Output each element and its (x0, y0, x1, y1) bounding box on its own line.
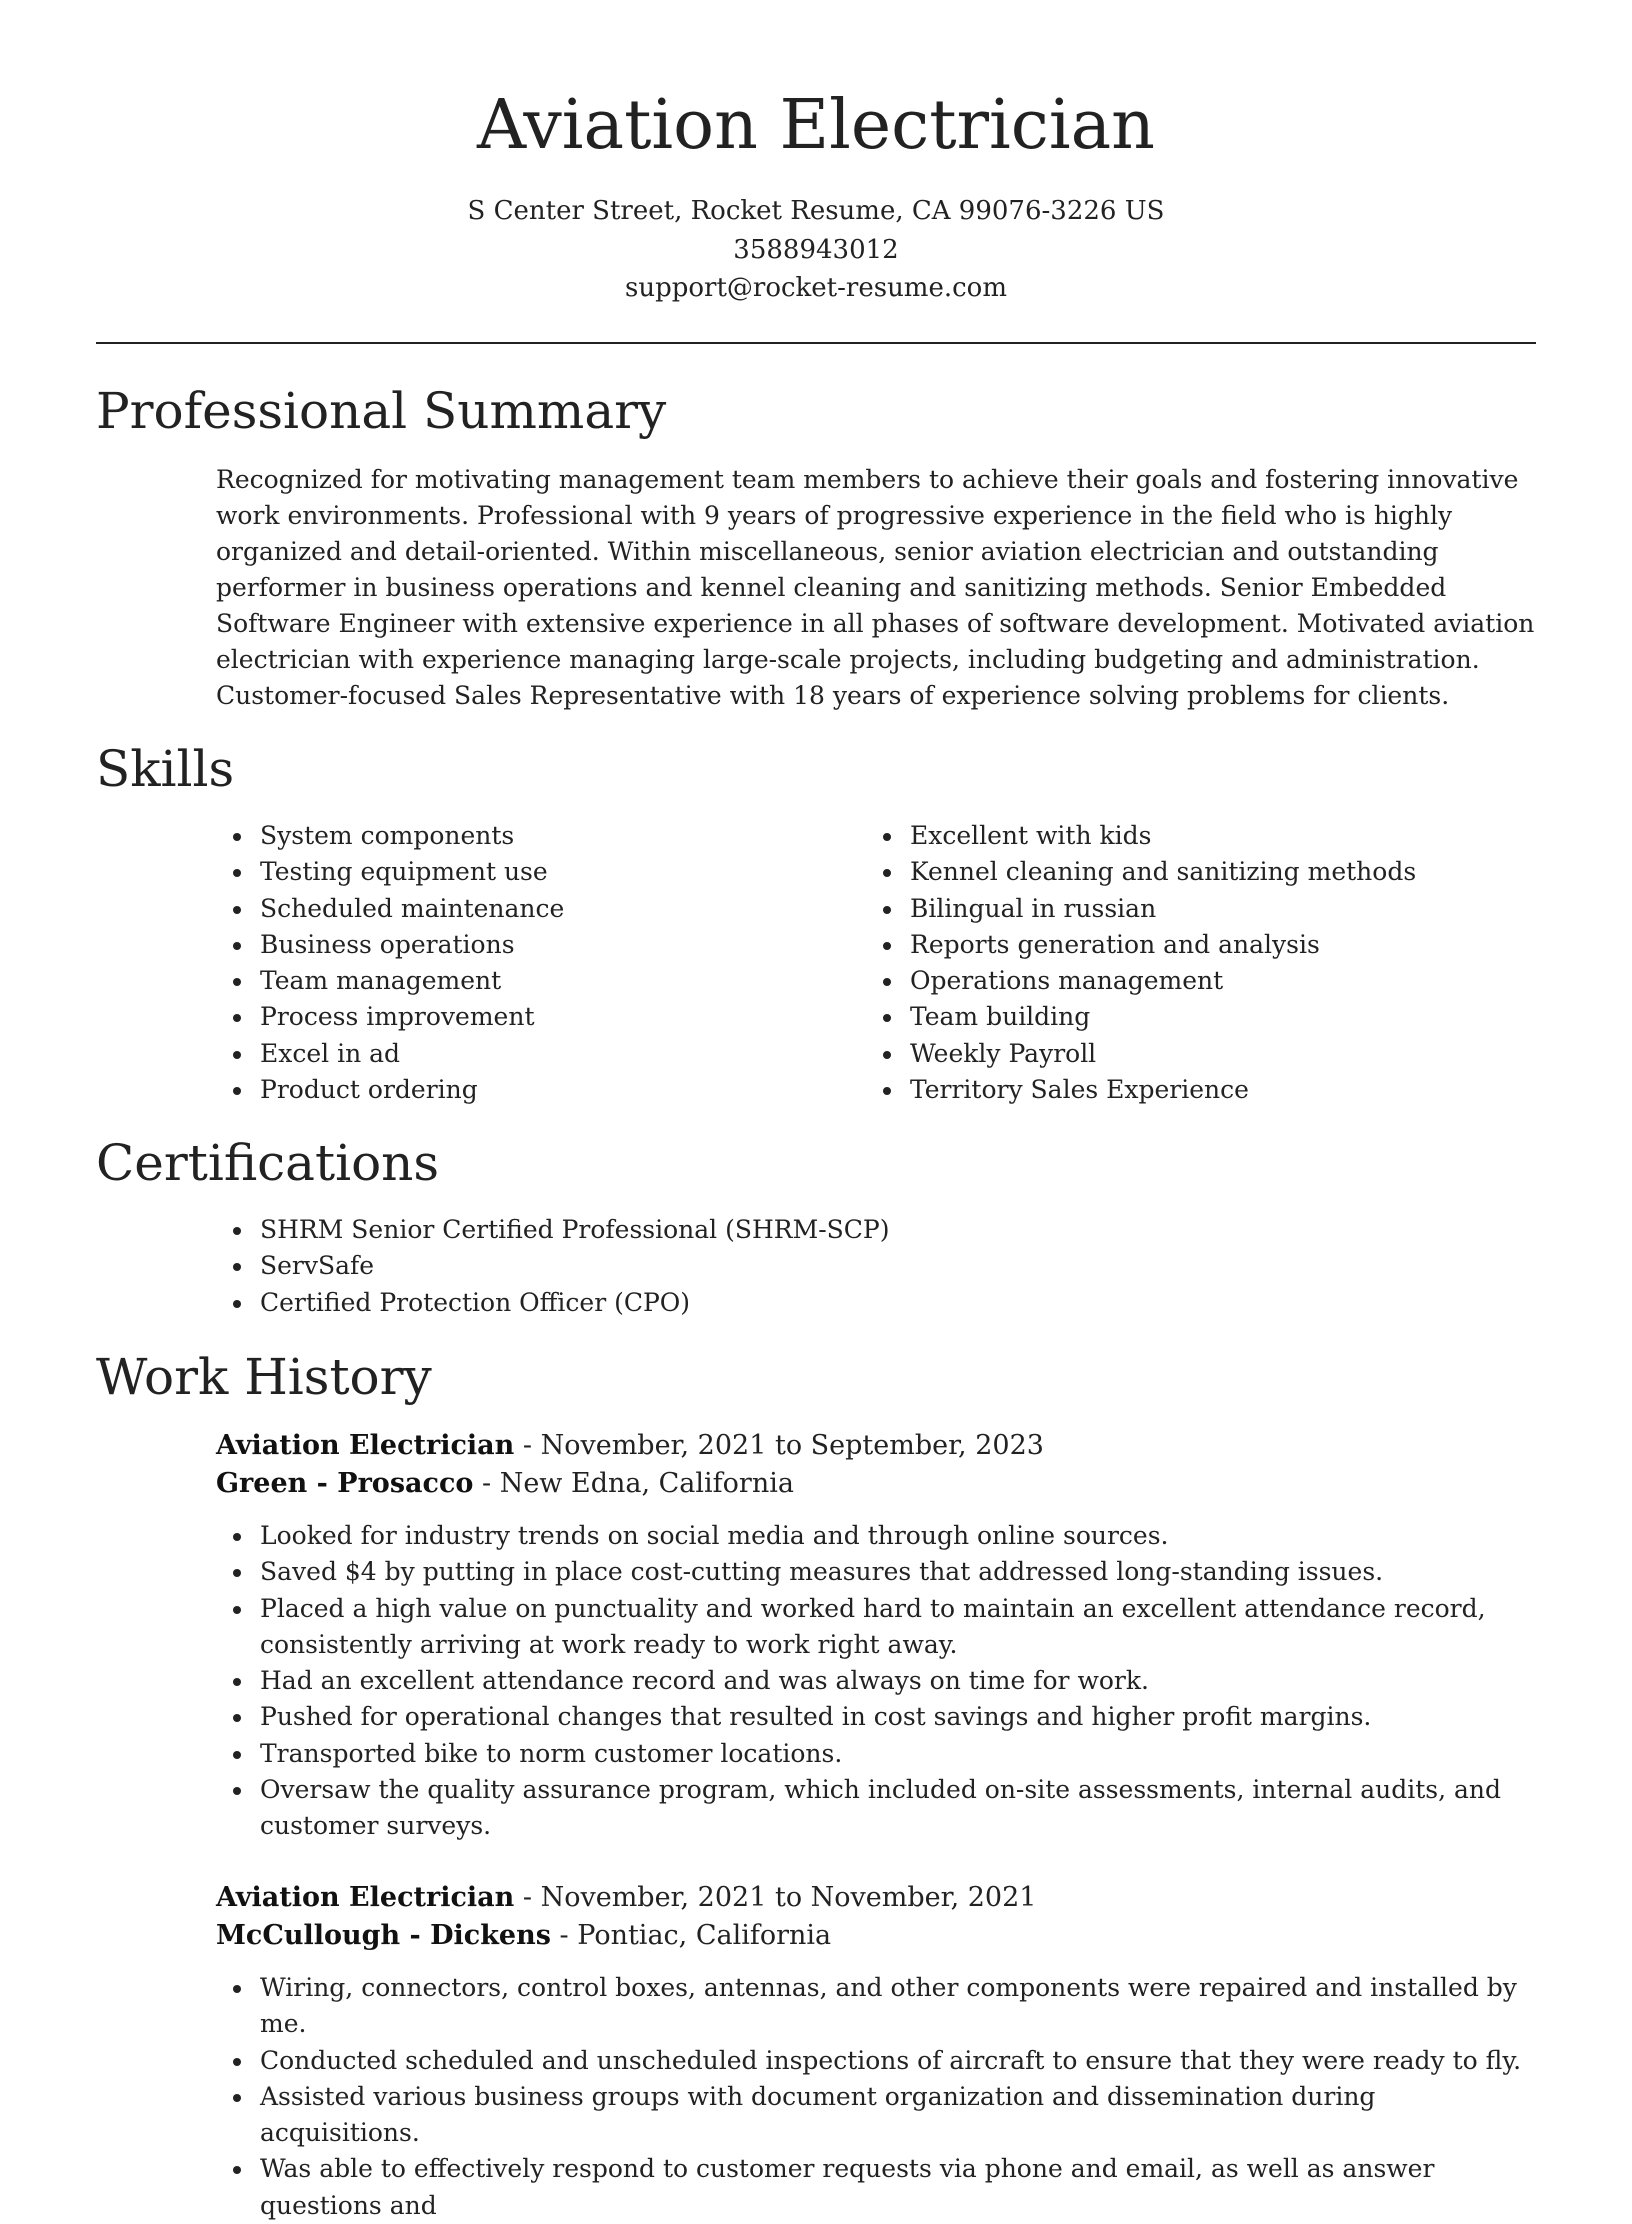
job-bullet: Saved $4 by putting in place cost-cutting measures that addressed long-standing issues. (216, 1554, 1540, 1590)
contact-email: support@rocket-resume.com (624, 273, 1007, 303)
job-title-line (216, 1879, 1536, 1917)
skill-item: Product ordering (216, 1072, 816, 1108)
job-company: Green - Prosacco (216, 1468, 474, 1499)
job-bullet: Placed a high value on punctuality and worked hard to maintain an excellent attendance record, consistently arriving at work ready to work right away. (216, 1591, 1540, 1664)
skill-item: Operations management (866, 963, 1536, 999)
contact-info (0, 192, 1632, 308)
job-company-line (216, 1917, 1536, 1955)
skill-item: Weekly Payroll (866, 1036, 1536, 1072)
summary-text: Recognized for motivating management team members to achieve their goals and fostering innovative work environments. Professional with 9 years of progressive experience in the field who is highly organized and detail-oriented. Within miscellaneous, senior aviation electrician and outstanding performer in business operations and kennel cleaning and sanitizing methods. Senior Embedded Software Engineer with extensive experience in all phases of software development. Motivated aviation electrician with experience managing large-scale projects, including budgeting and administration. Customer-focused Sales Representative with 18 years of experience solving problems for clients. (216, 465, 1535, 710)
job-bullets (216, 1970, 1540, 2224)
job-location: - New Edna, California (473, 1468, 794, 1499)
skill-item: Testing equipment use (216, 854, 816, 890)
work-history-heading: Work History (96, 1348, 432, 1406)
skill-item: Business operations (216, 927, 816, 963)
job-bullets (216, 1518, 1540, 1845)
certifications-list (216, 1212, 1536, 1321)
job-dates: - November, 2021 to November, 2021 (514, 1882, 1037, 1913)
certification-item: Certified Protection Officer (CPO) (216, 1285, 1536, 1321)
skill-item: Kennel cleaning and sanitizing methods (866, 854, 1536, 890)
contact-address: S Center Street, Rocket Resume, CA 99076-3226 US (467, 196, 1165, 226)
skill-item: Excel in ad (216, 1036, 816, 1072)
skill-item: Team building (866, 999, 1536, 1035)
job-bullet: Transported bike to norm customer locations. (216, 1736, 1540, 1772)
skill-item: Territory Sales Experience (866, 1072, 1536, 1108)
job-dates: - November, 2021 to September, 2023 (514, 1430, 1044, 1461)
summary-heading: Professional Summary (96, 382, 667, 440)
job-bullet: Was able to effectively respond to customer requests via phone and email, as well as answer questions and (216, 2151, 1540, 2224)
job-title-line (216, 1427, 1536, 1465)
skill-item: Process improvement (216, 999, 816, 1035)
job-bullet: Wiring, connectors, control boxes, antennas, and other components were repaired and installed by me. (216, 1970, 1540, 2043)
certifications-heading: Certifications (96, 1134, 440, 1192)
job-bullet: Pushed for operational changes that resulted in cost savings and higher profit margins. (216, 1699, 1540, 1735)
job-role: Aviation Electrician (216, 1430, 515, 1461)
certification-item: SHRM Senior Certified Professional (SHRM-SCP) (216, 1212, 1536, 1248)
skills-list-right (866, 818, 1536, 1108)
skills-heading: Skills (96, 740, 235, 798)
skill-item: Reports generation and analysis (866, 927, 1536, 963)
skill-item: System components (216, 818, 816, 854)
skill-item: Excellent with kids (866, 818, 1536, 854)
resume-name: Aviation Electrician (477, 86, 1155, 165)
skill-item: Bilingual in russian (866, 891, 1536, 927)
certification-item: ServSafe (216, 1248, 1536, 1284)
job-role: Aviation Electrician (216, 1882, 515, 1913)
job-bullet: Assisted various business groups with document organization and dissemination during acquisitions. (216, 2079, 1540, 2152)
job-bullet: Looked for industry trends on social media and through online sources. (216, 1518, 1540, 1554)
skills-list-left (216, 818, 816, 1108)
job-company: McCullough - Dickens (216, 1920, 551, 1951)
job-company-line (216, 1465, 1536, 1503)
skill-item: Scheduled maintenance (216, 891, 816, 927)
skill-item: Team management (216, 963, 816, 999)
job-bullet: Oversaw the quality assurance program, which included on-site assessments, internal audits, and customer surveys. (216, 1772, 1540, 1845)
contact-phone: 3588943012 (733, 234, 899, 265)
header-divider (96, 342, 1536, 344)
job-bullet: Had an excellent attendance record and was always on time for work. (216, 1663, 1540, 1699)
job-location: - Pontiac, California (550, 1920, 832, 1951)
job-bullet: Conducted scheduled and unscheduled inspections of aircraft to ensure that they were ready to fly. (216, 2043, 1540, 2079)
